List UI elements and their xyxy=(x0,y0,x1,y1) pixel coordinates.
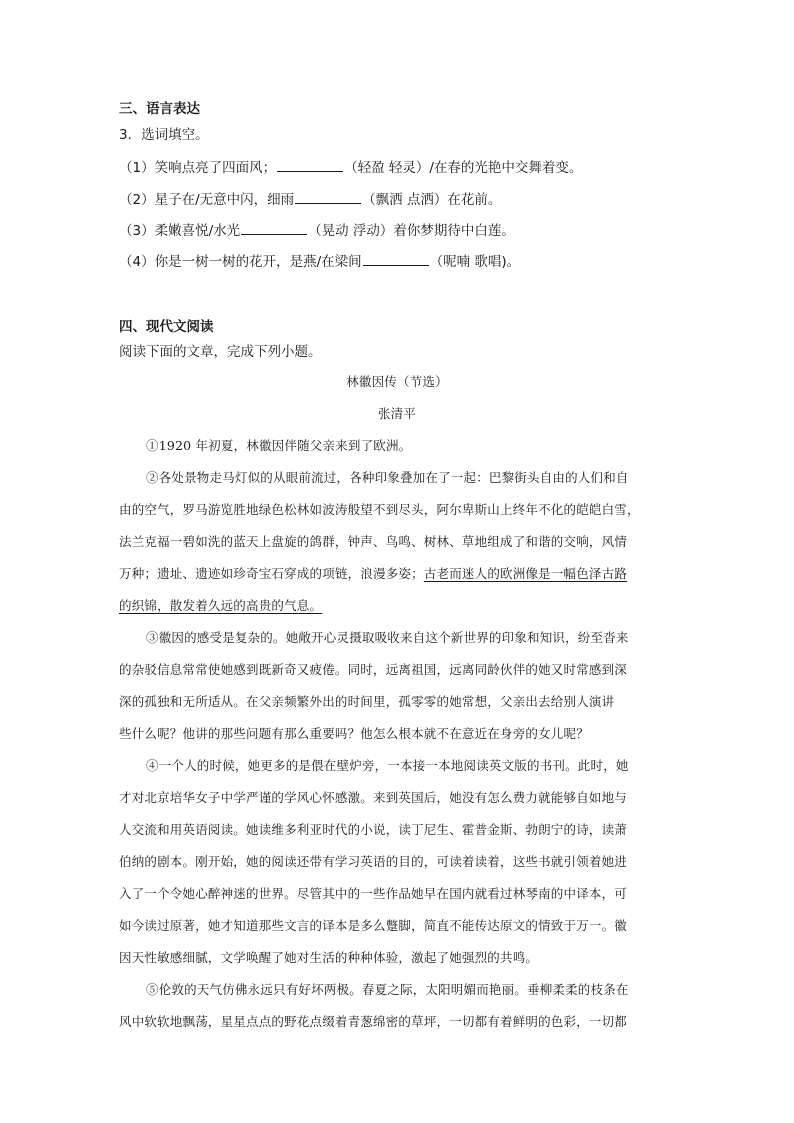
paragraph-4-line-2: 才对北京培华女子中学严谨的学风心怀感激。来到英国后，她没有怎么费力就能够自如地与 xyxy=(119,790,628,805)
paragraph-3-line-1: ③徽因的感受是复杂的。她敞开心灵摄取吸收来自这个新世界的印象和知识，纷至沓来 xyxy=(146,630,629,645)
paragraph-1-line-1: ①1920 年初夏，林徽因伴随父亲来到了欧洲。 xyxy=(146,438,412,453)
section-3-heading: 三、语言表达 xyxy=(119,101,200,117)
fill-blank-item-3 xyxy=(119,220,515,240)
paragraph-2-line-2: 由的空气，罗马游览胜地绿色松林如波涛般望不到尽头，阿尔卑斯山上终年不化的皑皑白雪， xyxy=(119,502,640,517)
fill-blank-item-2 xyxy=(119,189,501,209)
item-4-prefix: （4）你是一树一树的花开，是燕/在梁间 xyxy=(119,254,362,270)
underlined-sentence-part-1: 古老而迷人的欧洲像是一幅色泽古路 xyxy=(423,566,628,581)
paragraph-2-line-4-plain: 万种；遗址、遗迹如珍奇宝石穿成的项链，浪漫多姿； xyxy=(119,566,424,581)
paragraph-4-line-7: 因天性敏感细腻，文学唤醒了她对生活的种种体验，激起了她强烈的共鸣。 xyxy=(119,950,539,965)
item-1-prefix: （1）笑响点亮了四面风； xyxy=(119,160,277,176)
paragraph-4-line-3: 人交流和用英语阅读。她读维多利亚时代的小说，读丁尼生、霍普金斯、勃朗宁的诗，读萧 xyxy=(119,822,628,837)
paragraph-2-line-4 xyxy=(119,565,627,583)
item-4-suffix: （呢喃 歌唱)。 xyxy=(429,254,521,270)
answer-blank-3[interactable] xyxy=(241,220,307,235)
paragraph-2-line-1: ②各处景物走马灯似的从眼前流过，各种印象叠加在了一起：巴黎街头自由的人们和自 xyxy=(146,470,629,485)
reading-instruction: 阅读下面的文章，完成下列小题。 xyxy=(119,344,322,360)
article-author: 张清平 xyxy=(377,406,417,421)
fill-blank-item-1 xyxy=(119,157,582,177)
underlined-sentence-part-2: 的织锦，散发着久远的高贵的气息。 xyxy=(119,598,323,613)
paragraph-3-line-2: 的杂驳信息常常使她感到既新奇又疲倦。同时，远离祖国，远离同龄伙伴的她又时常感到深 xyxy=(119,662,628,677)
article-title: 林徽因传（节选） xyxy=(346,374,448,389)
item-3-suffix: （晃动 浮动）着你梦期待中白莲。 xyxy=(308,223,515,239)
paragraph-4-line-4: 伯纳的剧本。刚开始，她的阅读还带有学习英语的目的，可读着读着，这些书就引领着她进 xyxy=(119,854,628,869)
paragraph-3-line-3: 深的孤独和无所适从。在父亲频繁外出的时间里，孤零零的她常想，父亲出去给别人演讲 xyxy=(119,694,615,709)
item-2-prefix: （2）星子在/无意中闪，细雨 xyxy=(119,192,295,208)
answer-blank-1[interactable] xyxy=(277,157,343,172)
answer-blank-2[interactable] xyxy=(295,189,361,204)
fill-blank-item-4 xyxy=(119,251,520,271)
question-3-stem: 3．选词填空。 xyxy=(119,127,209,143)
answer-blank-4[interactable] xyxy=(363,251,429,266)
paragraph-4-line-6: 如今读过原著，她才知道那些文言的译本是多么蹩脚，简直不能传达原文的情致于万一。徽 xyxy=(119,918,628,933)
section-4-heading: 四、现代文阅读 xyxy=(119,319,214,335)
item-2-suffix: （飘洒 点洒）在花前。 xyxy=(362,192,502,208)
paragraph-5-line-1: ⑤伦敦的天气仿佛永远只有好坏两极。春夏之际，太阳明媚而艳丽。垂柳柔柔的枝条在 xyxy=(146,982,629,997)
paragraph-3-line-4: 些什么呢？他讲的那些问题有那么重要吗？他怎么根本就不在意近在身旁的女儿呢？ xyxy=(119,726,589,741)
paragraph-4-line-1: ④一个人的时候，她更多的是偎在壁炉旁，一本接一本地阅读英文版的书刊。此时，她 xyxy=(146,758,629,773)
paragraph-4-line-5: 入了一个令她心醉神迷的世界。尽管其中的一些作品她早在国内就看过林琴南的中译本，可 xyxy=(119,886,628,901)
paragraph-2-line-3: 法兰克福一碧如洗的蓝天上盘旋的鸽群，钟声、鸟鸣、树林、草地组成了和谐的交响，风情 xyxy=(119,534,628,549)
paragraph-5-line-2: 风中软软地飘荡，星星点点的野花点缀着青葱绵密的草坪，一切都有着鲜明的色彩，一切都 xyxy=(119,1014,628,1029)
item-1-suffix: （轻盈 轻灵）/在春的光艳中交舞着变。 xyxy=(344,160,583,176)
item-3-prefix: （3）柔嫩喜悦/水光 xyxy=(119,223,241,239)
